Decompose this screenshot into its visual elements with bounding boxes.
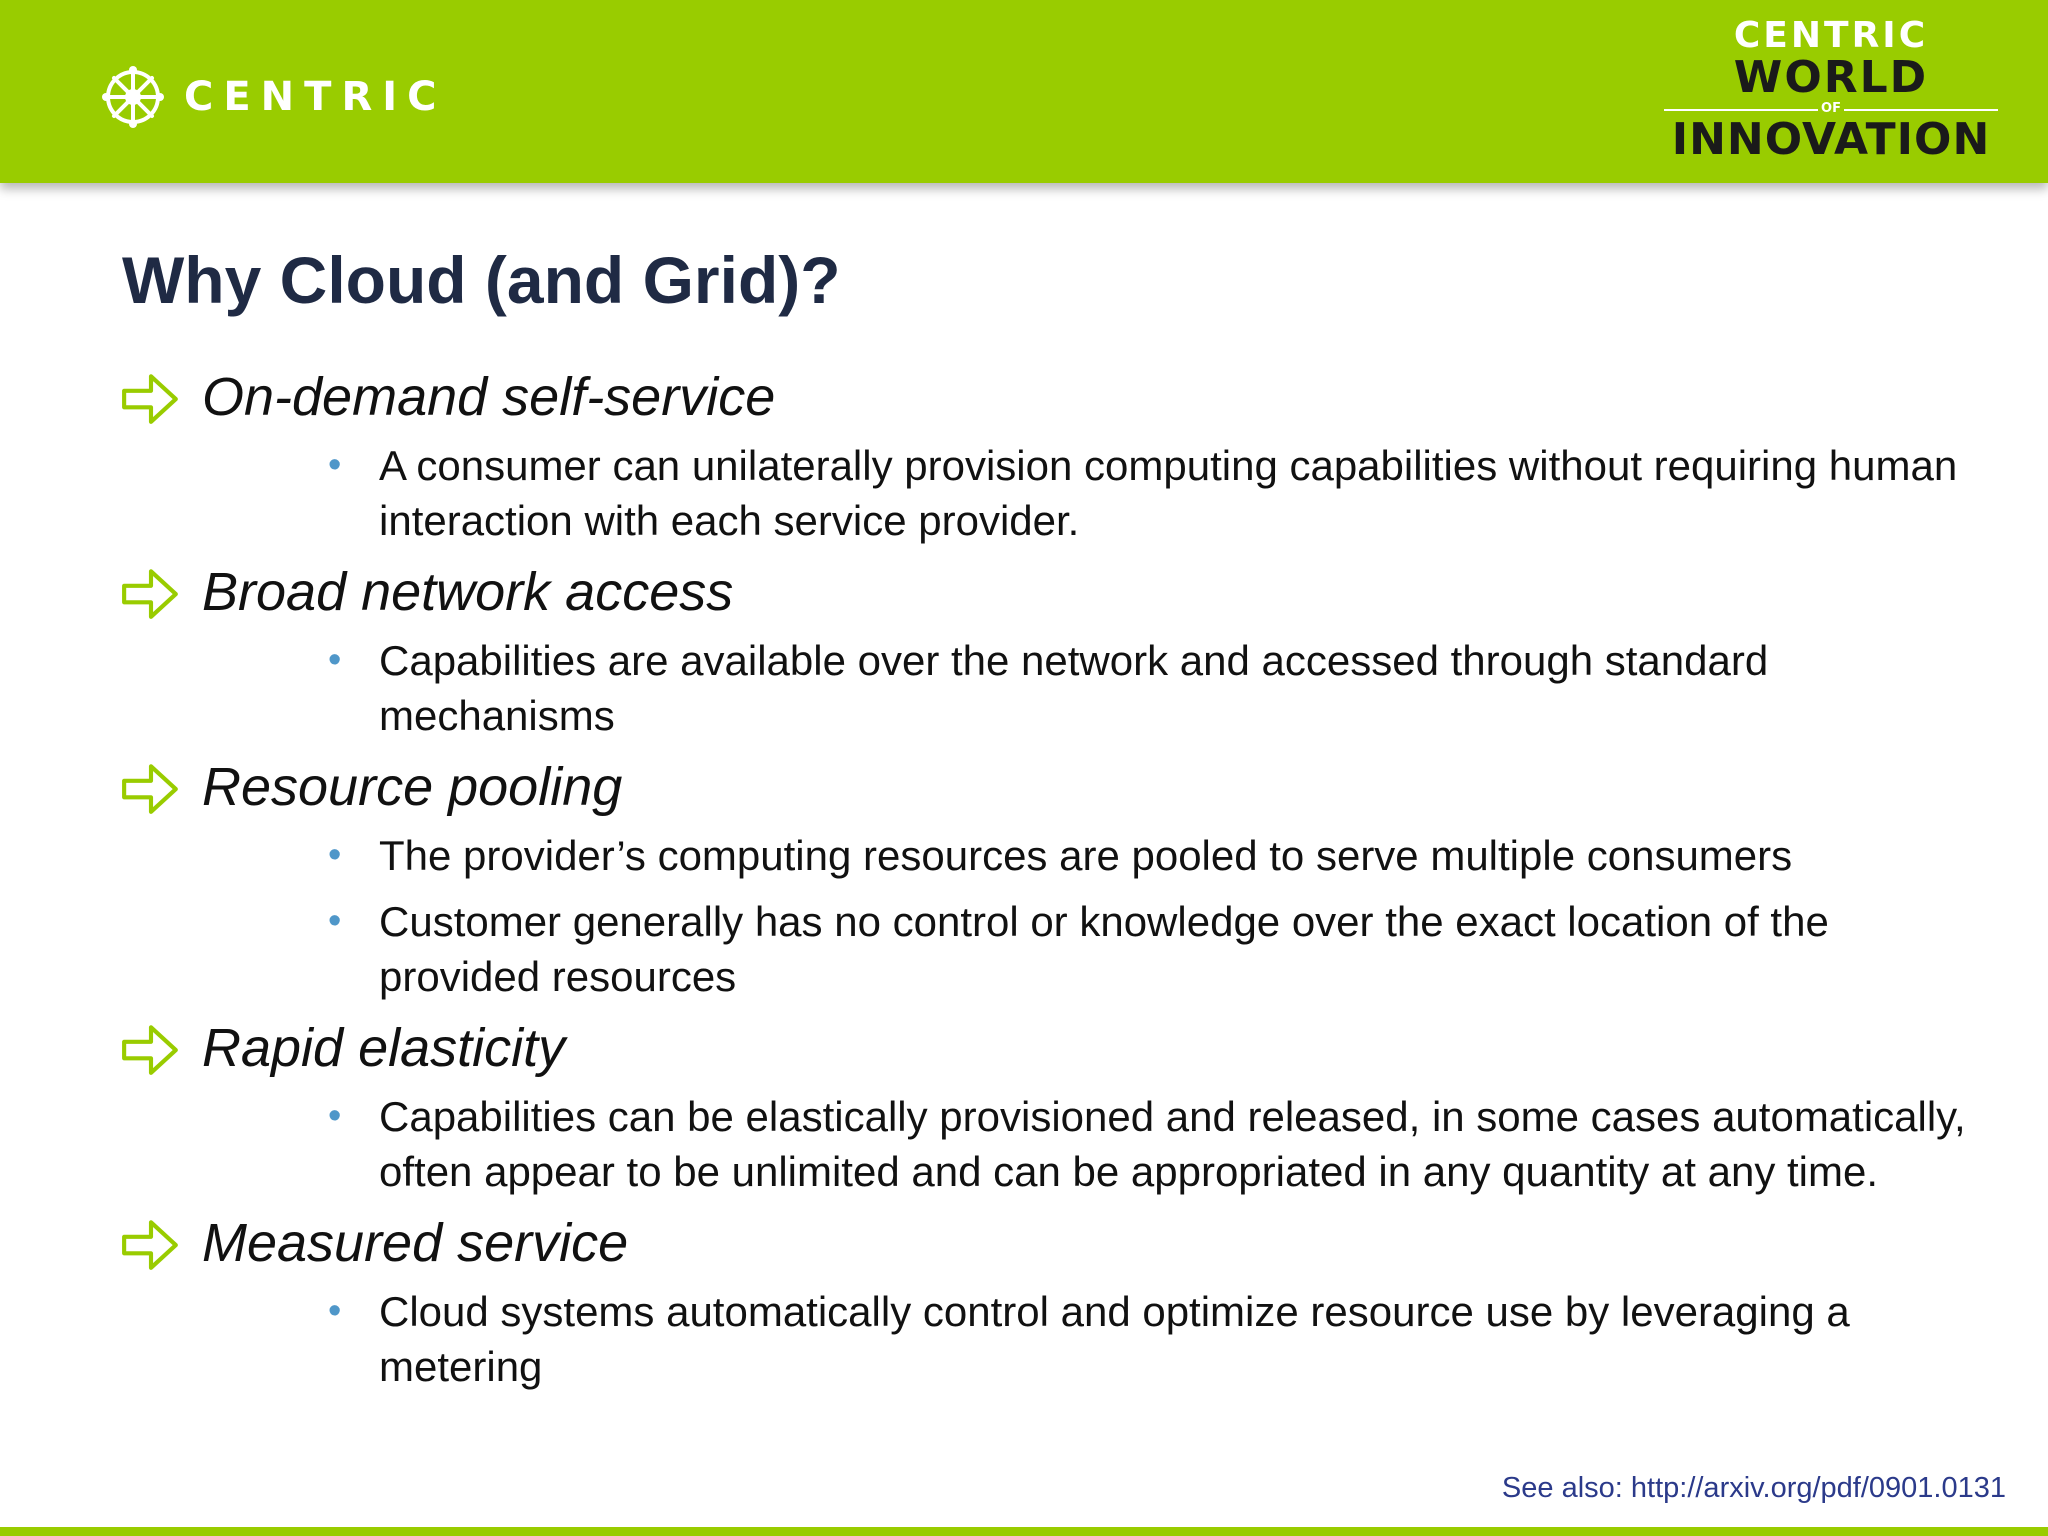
bullet-dot: • — [328, 1290, 342, 1332]
arrow-right-icon — [120, 756, 182, 818]
bullet-list — [120, 438, 1960, 548]
bullet-dot: • — [328, 834, 342, 876]
header-bar — [0, 0, 2048, 183]
bullet-dot: • — [328, 639, 342, 681]
bullet-dot: • — [328, 1095, 342, 1137]
bullet-text: Capabilities are available over the network and accessed through standard mechanisms — [379, 637, 1769, 739]
globe-emblem-icon — [102, 66, 164, 128]
logo-line-of: OF — [1664, 100, 1998, 118]
bullet-list — [120, 1284, 1960, 1394]
point-on-demand-self-service — [120, 364, 1960, 548]
bullet-item — [120, 1284, 1979, 1394]
logo-line-centric: CENTRIC — [1733, 15, 1929, 56]
logo-line-innovation: INNOVATION — [1671, 114, 1991, 165]
bullet-text: Capabilities can be elastically provisioned and released, in some cases automatically, often appear to be unlimited and can be appropriated in any quantity at any time. — [379, 1093, 1966, 1195]
bullet-list — [120, 1089, 1966, 1199]
arrow-right-icon — [120, 1017, 182, 1079]
bullet-list — [120, 633, 1960, 743]
bullet-text: Customer generally has no control or knowledge over the exact location of the provided resources — [379, 898, 1829, 1000]
bullet-dot: • — [328, 900, 342, 942]
arrow-right-icon — [120, 1212, 182, 1274]
point-label: Measured service — [202, 1213, 629, 1273]
logo-line-world: WORLD — [1733, 52, 1929, 103]
centric-wordmark: CENTRIC — [184, 74, 447, 120]
point-rapid-elasticity — [120, 1015, 1966, 1199]
bullet-text: A consumer can unilaterally provision computing capabilities without requiring human interaction with each service provider. — [379, 442, 1958, 544]
see-also-link[interactable]: See also: http://arxiv.org/pdf/0901.0131 — [1501, 1472, 2006, 1504]
point-label: Resource pooling — [202, 757, 623, 817]
bullet-item — [120, 828, 1979, 883]
bullet-dot: • — [328, 444, 342, 486]
bullet-text: Cloud systems automatically control and optimize resource use by leveraging a metering — [379, 1288, 1850, 1390]
slide-content — [120, 364, 1966, 1405]
bullet-item — [120, 633, 1979, 743]
point-broad-network-access — [120, 559, 1960, 743]
point-label: Broad network access — [202, 562, 734, 622]
centric-world-of-innovation-logo — [1636, 15, 2026, 165]
bullet-item — [120, 438, 1979, 548]
slide-title: Why Cloud (and Grid)? — [122, 243, 841, 317]
footer-bar — [0, 1527, 2048, 1536]
bullet-text: The provider’s computing resources are pooled to serve multiple consumers — [379, 832, 1793, 879]
bullet-item — [120, 1089, 1979, 1199]
bullet-list — [120, 828, 1960, 1004]
arrow-right-icon — [120, 561, 182, 623]
arrow-right-icon — [120, 366, 182, 428]
point-measured-service — [120, 1210, 1960, 1394]
point-resource-pooling — [120, 754, 1960, 1004]
point-label: On-demand self-service — [202, 367, 776, 427]
bullet-item — [120, 894, 1979, 1004]
point-label: Rapid elasticity — [202, 1018, 566, 1078]
centric-logo — [102, 66, 446, 128]
